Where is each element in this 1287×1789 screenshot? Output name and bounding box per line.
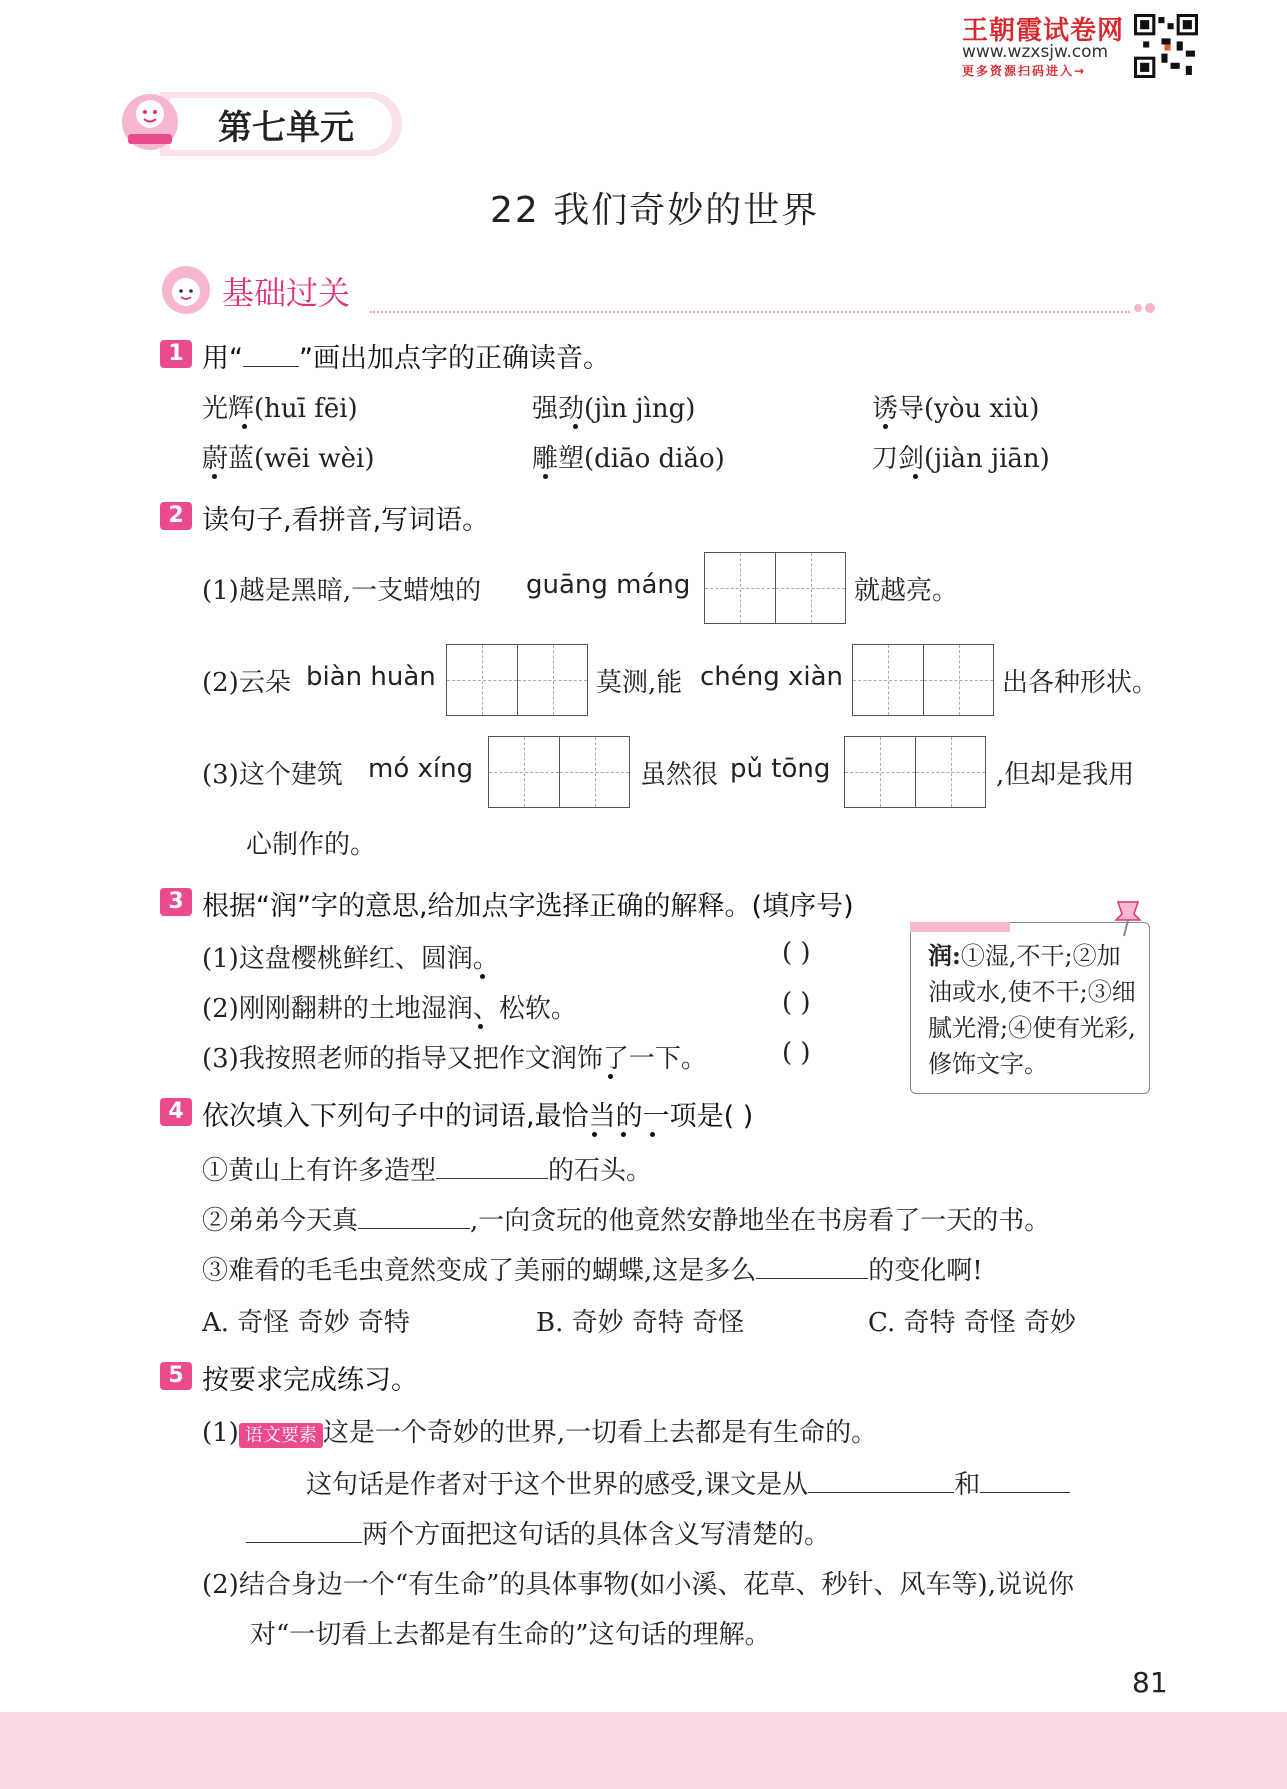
question-number-5: 5	[160, 1362, 192, 1390]
note-tab	[910, 922, 1010, 932]
unit-title: 第七单元	[218, 108, 354, 148]
brand-title: 王朝霞试卷网	[962, 16, 1125, 46]
dots-decoration-icon	[1132, 300, 1158, 316]
qr-code-icon[interactable]	[1134, 14, 1198, 78]
answer-paren[interactable]: ( )	[782, 988, 811, 1018]
emphasis-dot	[608, 1074, 613, 1079]
q1-prompt-end: ”画出加点字的正确读音。	[299, 343, 610, 374]
q5-p1-line2-mid: 和	[954, 1470, 981, 1500]
q2-pinyin: mó xíng	[368, 754, 474, 784]
answer-blank[interactable]	[980, 1492, 1070, 1493]
q4-s1-start: ①黄山上有许多造型	[202, 1156, 437, 1186]
q5-part-2-line-1: (2)结合身边一个“有生命”的具体事物(如小溪、花草、秒针、风车等),说说你	[202, 1570, 1074, 1600]
q3-item: (1)这盘樱桃鲜红、圆润。	[202, 944, 499, 974]
emphasis-dot	[913, 474, 918, 479]
answer-grid[interactable]	[488, 736, 630, 808]
q2-sentence-2-start: (2)云朵	[202, 668, 291, 698]
definition-note	[928, 938, 1138, 1082]
q4-s2-end: ,一向贪玩的他竟然安静地坐在书房看了一天的书。	[470, 1206, 1051, 1236]
q4-s1-end: 的石头。	[548, 1156, 653, 1186]
answer-blank[interactable]	[436, 1178, 548, 1179]
answer-blank[interactable]	[246, 1542, 362, 1543]
q4-sentence-3	[202, 1250, 983, 1287]
q1-item[interactable]: 诱导(yòu xiù)	[872, 394, 1040, 424]
emphasis-dot	[650, 1132, 655, 1137]
brand-subtitle: 更多资源扫码进入→	[962, 64, 1087, 78]
emphasis-dot	[573, 424, 578, 429]
emphasis-dot	[242, 424, 247, 429]
pushpin-icon	[1110, 898, 1146, 938]
q2-sentence-2-mid: 莫测,能	[596, 668, 683, 698]
q2-sentence-3-start: (3)这个建筑	[202, 760, 343, 790]
q5-p1-line2-start: 这句话是作者对于这个世界的感受,课文是从	[306, 1470, 809, 1500]
q1-prompt	[202, 336, 610, 375]
q5-p1-text: 这是一个奇妙的世界,一切看上去都是有生命的。	[322, 1418, 878, 1448]
emphasis-dot	[480, 974, 485, 979]
q2-pinyin: biàn huàn	[306, 662, 436, 692]
q1-item[interactable]: 雕塑(diāo diǎo)	[532, 444, 725, 474]
question-number-1: 1	[160, 340, 192, 368]
question-number-4: 4	[160, 1098, 192, 1126]
q5-part-1-line-2	[306, 1464, 1070, 1501]
q2-sentence-3-end: ,但却是我用	[996, 760, 1135, 790]
emphasis-dot	[592, 1132, 597, 1137]
q5-prompt: 按要求完成练习。	[202, 1365, 418, 1396]
q3-prompt: 根据“润”字的意思,给加点字选择正确的解释。(填序号)	[202, 891, 854, 922]
chinese-element-tag: 语文要素	[239, 1423, 323, 1448]
q4-s2-start: ②弟弟今天真	[202, 1206, 359, 1236]
question-number-2: 2	[160, 502, 192, 530]
q5-part-1	[202, 1412, 877, 1449]
note-body: ①湿,不干;②加油或水,使不干;③细腻光滑;④使有光彩,修饰文字。	[928, 942, 1136, 1078]
section-divider	[370, 311, 1130, 313]
q4-option-b[interactable]: B. 奇妙 奇特 奇怪	[536, 1308, 745, 1338]
footer-band	[0, 1712, 1287, 1789]
emphasis-dot	[212, 474, 217, 479]
answer-blank[interactable]	[756, 1278, 868, 1279]
q4-prompt: 依次填入下列句子中的词语,最恰当的一项是( )	[202, 1101, 754, 1132]
question-number-3: 3	[160, 888, 192, 916]
section-title: 基础过关	[222, 274, 351, 312]
answer-grid[interactable]	[852, 644, 994, 716]
emphasis-dot	[883, 424, 888, 429]
brand-url[interactable]: www.wzxsjw.com	[962, 42, 1109, 62]
q3-item: (2)刚刚翻耕的土地湿润、松软。	[202, 994, 577, 1024]
emphasis-dot	[478, 1024, 483, 1029]
q5-p1-line3-text: 两个方面把这句话的具体含义写清楚的。	[362, 1520, 831, 1550]
q2-sentence-1-start: (1)越是黑暗,一支蜡烛的	[202, 576, 482, 606]
q5-part-1-line-3	[246, 1514, 830, 1551]
answer-paren[interactable]: ( )	[782, 1038, 811, 1068]
q2-prompt: 读句子,看拼音,写词语。	[202, 505, 490, 536]
lesson-title: 22 我们奇妙的世界	[490, 190, 820, 231]
q1-item[interactable]: 光辉(huī fēi)	[202, 394, 358, 424]
q4-s3-start: ③难看的毛毛虫竟然变成了美丽的蝴蝶,这是多么	[202, 1256, 757, 1286]
q4-sentence-1	[202, 1150, 652, 1187]
girl-avatar-icon	[160, 264, 212, 316]
emphasis-dot	[543, 474, 548, 479]
answer-grid[interactable]	[704, 552, 846, 624]
answer-grid[interactable]	[446, 644, 588, 716]
q2-sentence-3-cont: 心制作的。	[246, 830, 377, 860]
q2-pinyin: chéng xiàn	[700, 662, 844, 692]
q1-item[interactable]: 强劲(jìn jìng)	[532, 394, 696, 424]
q4-option-c[interactable]: C. 奇特 奇怪 奇妙	[868, 1308, 1077, 1338]
answer-blank[interactable]	[808, 1492, 954, 1493]
q2-pinyin: guāng máng	[526, 570, 691, 600]
emphasis-dot	[621, 1132, 626, 1137]
answer-grid[interactable]	[844, 736, 986, 808]
page-number: 81	[1132, 1666, 1168, 1699]
q5-p1-label: (1)	[202, 1418, 239, 1448]
q1-prompt-start: 用“	[202, 343, 243, 374]
q2-pinyin: pǔ tōng	[730, 754, 831, 784]
q4-s3-end: 的变化啊!	[868, 1256, 983, 1286]
q2-sentence-1-end: 就越亮。	[854, 576, 959, 606]
answer-blank[interactable]	[358, 1228, 470, 1229]
q2-sentence-2-end: 出各种形状。	[1002, 668, 1159, 698]
q3-item: (3)我按照老师的指导又把作文润饰了一下。	[202, 1044, 707, 1074]
note-head: 润:	[928, 941, 961, 970]
answer-paren[interactable]: ( )	[782, 938, 811, 968]
q2-sentence-3-mid: 虽然很	[640, 760, 719, 790]
q4-option-a[interactable]: A. 奇怪 奇妙 奇特	[202, 1308, 410, 1338]
q1-item[interactable]: 刀剑(jiàn jiān)	[872, 444, 1050, 474]
q1-item[interactable]: 蔚蓝(wēi wèi)	[202, 444, 375, 474]
q4-sentence-2	[202, 1200, 1050, 1237]
q5-part-2-line-2: 对“一切看上去都是有生命的”这句话的理解。	[250, 1620, 771, 1650]
underline-sample	[243, 366, 299, 367]
